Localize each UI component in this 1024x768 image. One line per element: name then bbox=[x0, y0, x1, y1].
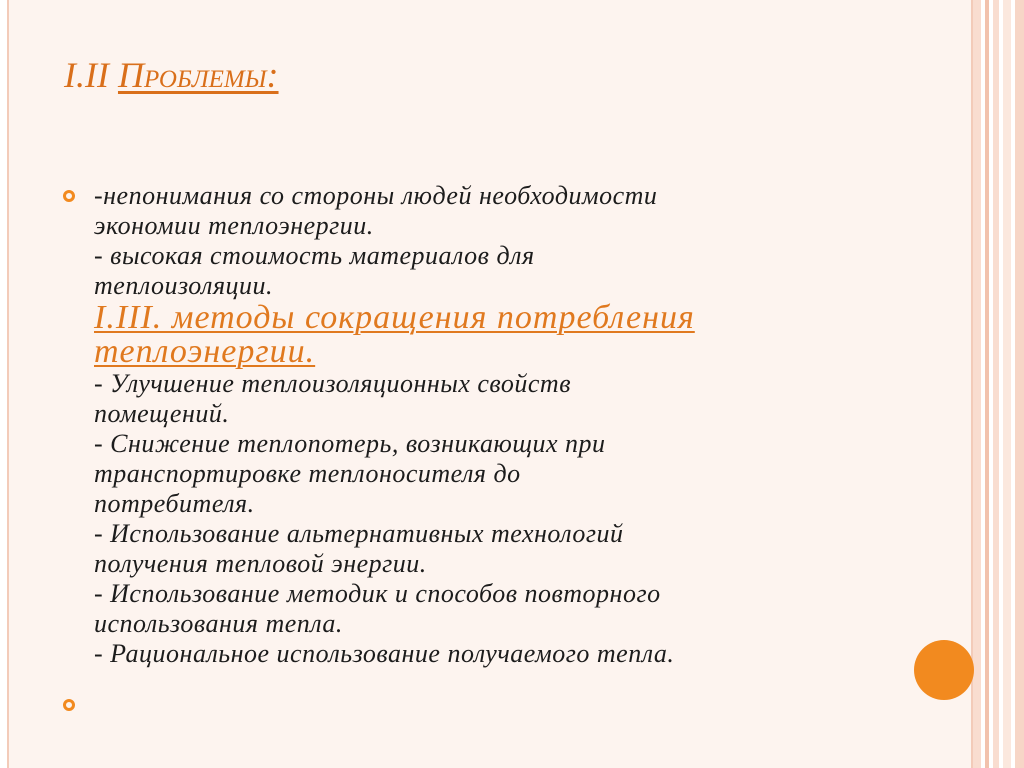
section-heading: теплоэнергии. bbox=[94, 333, 316, 370]
ring-bullet-icon bbox=[63, 699, 75, 711]
method-line: - Улучшение теплоизоляционных свойств bbox=[94, 369, 571, 398]
decorative-stripe bbox=[1015, 0, 1024, 768]
problem-line: экономии теплоэнергии. bbox=[94, 211, 374, 240]
method-line: - Использование альтернативных технологий bbox=[94, 519, 624, 548]
decorative-stripe bbox=[985, 0, 989, 768]
decorative-stripe bbox=[973, 0, 981, 768]
method-line: - Использование методик и способов повторного bbox=[94, 579, 661, 608]
method-line: помещений. bbox=[94, 399, 230, 428]
title-text: Проблемы: bbox=[117, 55, 279, 95]
method-line: - Снижение теплопотерь, возникающих при bbox=[94, 429, 606, 458]
orange-circle-icon bbox=[914, 640, 974, 700]
problem-line: -непонимания со стороны людей необходимости bbox=[94, 181, 658, 210]
bullet-content bbox=[94, 181, 914, 669]
method-line: использования тепла. bbox=[94, 609, 343, 638]
problem-line: - высокая стоимость материалов для bbox=[94, 241, 535, 270]
problem-line: теплоизоляции. bbox=[94, 271, 274, 300]
method-line: потребителя. bbox=[94, 489, 255, 518]
slide-title bbox=[64, 54, 279, 96]
decorative-stripe bbox=[1003, 0, 1011, 768]
method-line: транспортировке теплоносителя до bbox=[94, 459, 521, 488]
method-line: получения тепловой энергии. bbox=[94, 549, 427, 578]
title-number: I.II bbox=[64, 55, 109, 95]
section-heading: I.III. методы сокращения потребления bbox=[94, 299, 695, 336]
decorative-stripe bbox=[993, 0, 999, 768]
method-line: - Рациональное использование получаемого тепла. bbox=[94, 639, 675, 668]
ring-bullet-icon bbox=[63, 190, 75, 202]
